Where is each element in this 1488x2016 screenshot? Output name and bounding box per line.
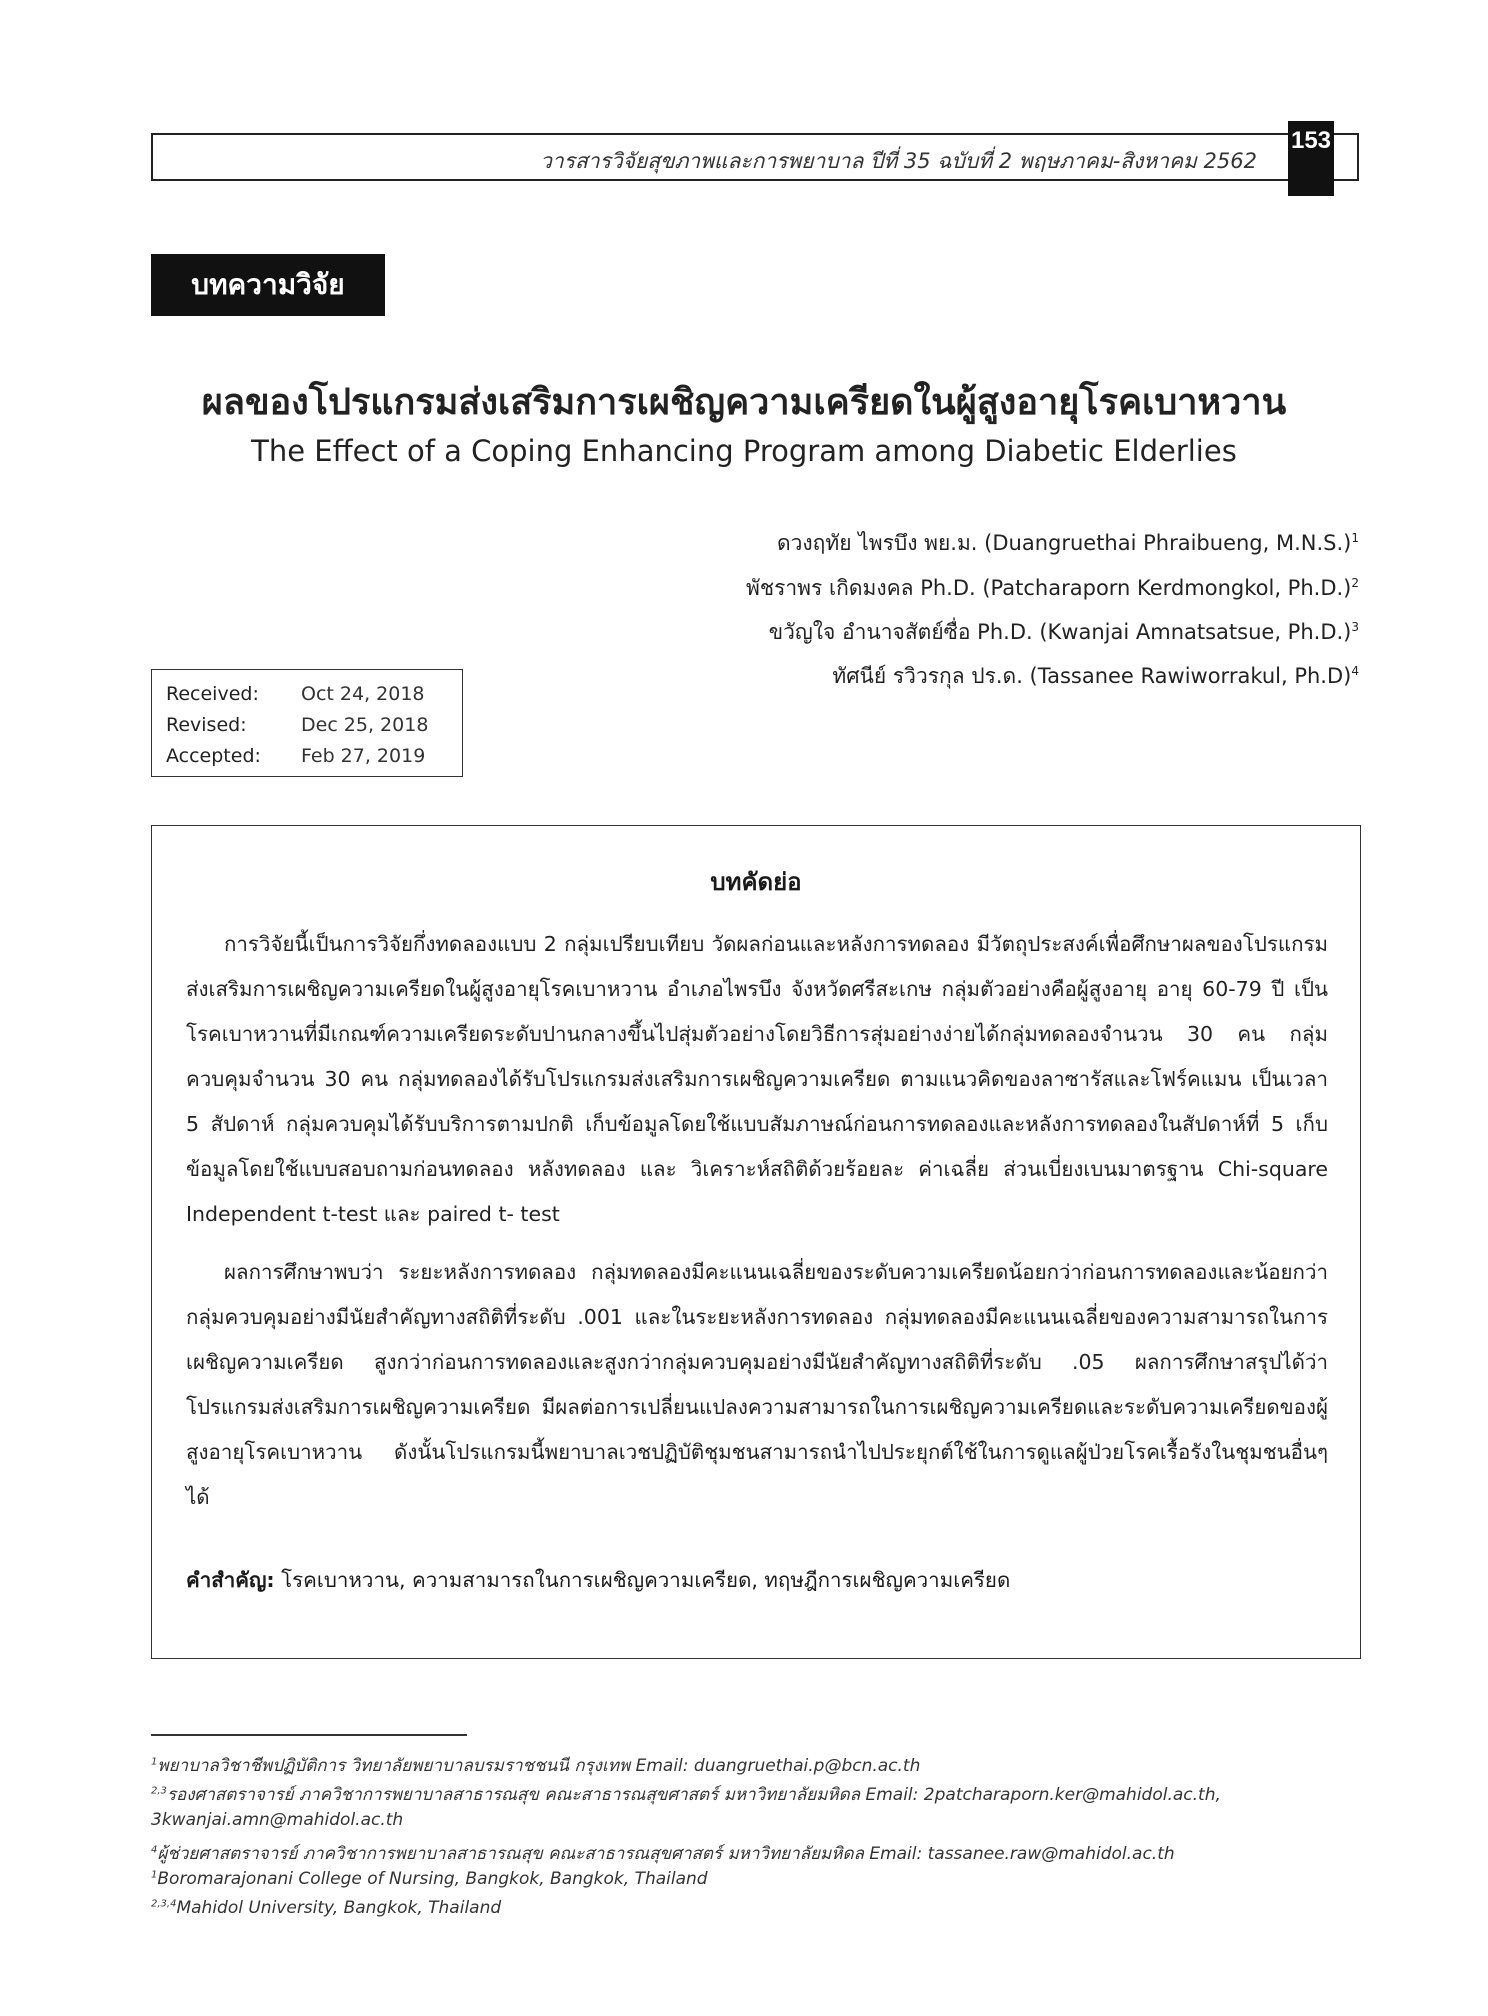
abstract-heading: บทคัดย่อ bbox=[710, 868, 802, 896]
abstract-paragraph-2: ผลการศึกษาพบว่า ระยะหลังการทดลอง กลุ่มทดลองมีคะแนนเฉลี่ยของระดับความเครียดน้อยกว่าก่อนการทดลองและน้อยกว่ากลุ่มควบคุมอย่างมีนัยสำคัญทางสถิติที่ระดับ .001 และในระยะหลังการทดลอง กลุ่มทดลองมีคะแนนเฉลี่ยของความสามารถในการเผชิญความเครียด สูงกว่าก่อนการทดลองและสูงกว่ากลุ่มควบคุมอย่างมีนัยสำคัญทางสถิติที่ระดับ .05 ผลการศึกษาสรุปได้ว่า โปรแกรมส่งเสริมการเผชิญความเครียด มีผลต่อการเปลี่ยนแปลงความสามารถในการเผชิญความเครียดและระดับความเครียดของผู้สูงอายุโรคเบาหวาน ดังนั้นโปรแกรมนี้พยาบาลเวชปฏิบัติชุมชนสามารถนำไปประยุกต์ใช้ในการดูแลผู้ป่วยโรคเรื้อรังในชุมชนอื่นๆ ได้ bbox=[186, 1260, 1328, 1509]
author-3: ขวัญใจ อำนาจสัตย์ซื่อ Ph.D. (Kwanjai Amnatsatsue, Ph.D.)$^3$ bbox=[768, 620, 1359, 644]
title-thai: ผลของโปรแกรมส่งเสริมการเผชิญความเครียดในผู้สูงอายุโรคเบาหวาน bbox=[201, 382, 1287, 423]
footnote-1: $^1$พยาบาลวิชาชีพปฏิบัติการ วิทยาลัยพยาบาลบรมราชชนนี กรุงเทพ Email: duangruethai.p@bcn.ac.th bbox=[151, 1756, 921, 1776]
title-english: The Effect of a Coping Enhancing Program among Diabetic Elderlies bbox=[251, 434, 1237, 468]
footnote-2: $^{2,3}$รองศาสตราจารย์ ภาควิชาการพยาบาลสาธารณสุข คณะสาธารณสุขศาสตร์ มหาวิทยาลัยมหิดล Email: 2patcharaporn.ker@mahidol.ac.th, bbox=[151, 1785, 1221, 1805]
abstract-paragraph-1: การวิจัยนี้เป็นการวิจัยกึ่งทดลองแบบ 2 กลุ่มเปรียบเทียบ วัดผลก่อนและหลังการทดลอง มีวัตถุประสงค์เพื่อศึกษาผลของโปรแกรมส่งเสริมการเผชิญความเครียดในผู้สูงอายุโรคเบาหวาน อำเภอไพรบึง จังหวัดศรีสะเกษ กลุ่มตัวอย่างคือผู้สูงอายุ อายุ 60-79 ปี เป็นโรคเบาหวานที่มีเกณฑ์ความเครียดระดับปานกลางขึ้นไปสุ่มตัวอย่างโดยวิธีการสุ่มอย่างง่ายได้กลุ่มทดลองจำนวน 30 คน กลุ่มควบคุมจำนวน 30 คน กลุ่มทดลองได้รับโปรแกรมส่งเสริมการเผชิญความเครียด ตามแนวคิดของลาซารัสและโฟร์คแมน เป็นเวลา 5 สัปดาห์ กลุ่มควบคุมได้รับบริการตามปกติ เก็บข้อมูลโดยใช้แบบสัมภาษณ์ก่อนการทดลองและหลังการทดลองในสัปดาห์ที่ 5 เก็บข้อมูลโดยใช้แบบสอบถามก่อนทดลอง หลังทดลอง และ วิเคราะห์สถิติด้วยร้อยละ ค่าเฉลี่ย ส่วนเบี่ยงเบนมาตรฐาน Chi-square Independent t-test และ paired t- test bbox=[186, 932, 1328, 1226]
footnote-affil-1: $^1$Boromarajonani College of Nursing, Bangkok, Bangkok, Thailand bbox=[151, 1869, 708, 1889]
journal-header bbox=[151, 133, 1359, 181]
footnote-2-cont: 3kwanjai.amn@mahidol.ac.th bbox=[151, 1810, 404, 1830]
keywords: คำสำคัญ: โรคเบาหวาน, ความสามารถในการเผชิญความเครียด, ทฤษฎีการเผชิญความเครียด bbox=[186, 1568, 1011, 1592]
footnote-affil-2: $^{2,3,4}$Mahidol University, Bangkok, Thailand bbox=[151, 1898, 502, 1918]
abstract-box bbox=[151, 825, 1361, 1659]
dates-box bbox=[151, 669, 463, 777]
author-4: ทัศนีย์ รวิวรกุล ปร.ด. (Tassanee Rawiworrakul, Ph.D)$^4$ bbox=[832, 664, 1359, 688]
footnote-divider bbox=[151, 1734, 467, 1736]
footnote-4: $^4$ผู้ช่วยศาสตราจารย์ ภาควิชาการพยาบาลสาธารณสุข คณะสาธารณสุขศาสตร์ มหาวิทยาลัยมหิดล Email: tassanee.raw@mahidol.ac.th bbox=[151, 1844, 1175, 1864]
page-number: 153 bbox=[1288, 121, 1334, 196]
journal-title: วารสารวิจัยสุขภาพและการพยาบาล ปีที่ 35 ฉบับที่ 2 พฤษภาคม-สิงหาคม 2562 bbox=[540, 149, 1257, 173]
accepted-row: Accepted: Feb 27, 2019 bbox=[166, 744, 426, 767]
article-type-tag: บทความวิจัย bbox=[151, 254, 385, 316]
author-1: ดวงฤทัย ไพรบึง พย.ม. (Duangruethai Phraibueng, M.N.S.)$^1$ bbox=[776, 531, 1359, 555]
author-2: พัชราพร เกิดมงคล Ph.D. (Patcharaporn Kerdmongkol, Ph.D.)$^2$ bbox=[746, 576, 1359, 600]
revised-row: Revised: Dec 25, 2018 bbox=[166, 713, 429, 736]
received-row: Received: Oct 24, 2018 bbox=[166, 682, 425, 705]
